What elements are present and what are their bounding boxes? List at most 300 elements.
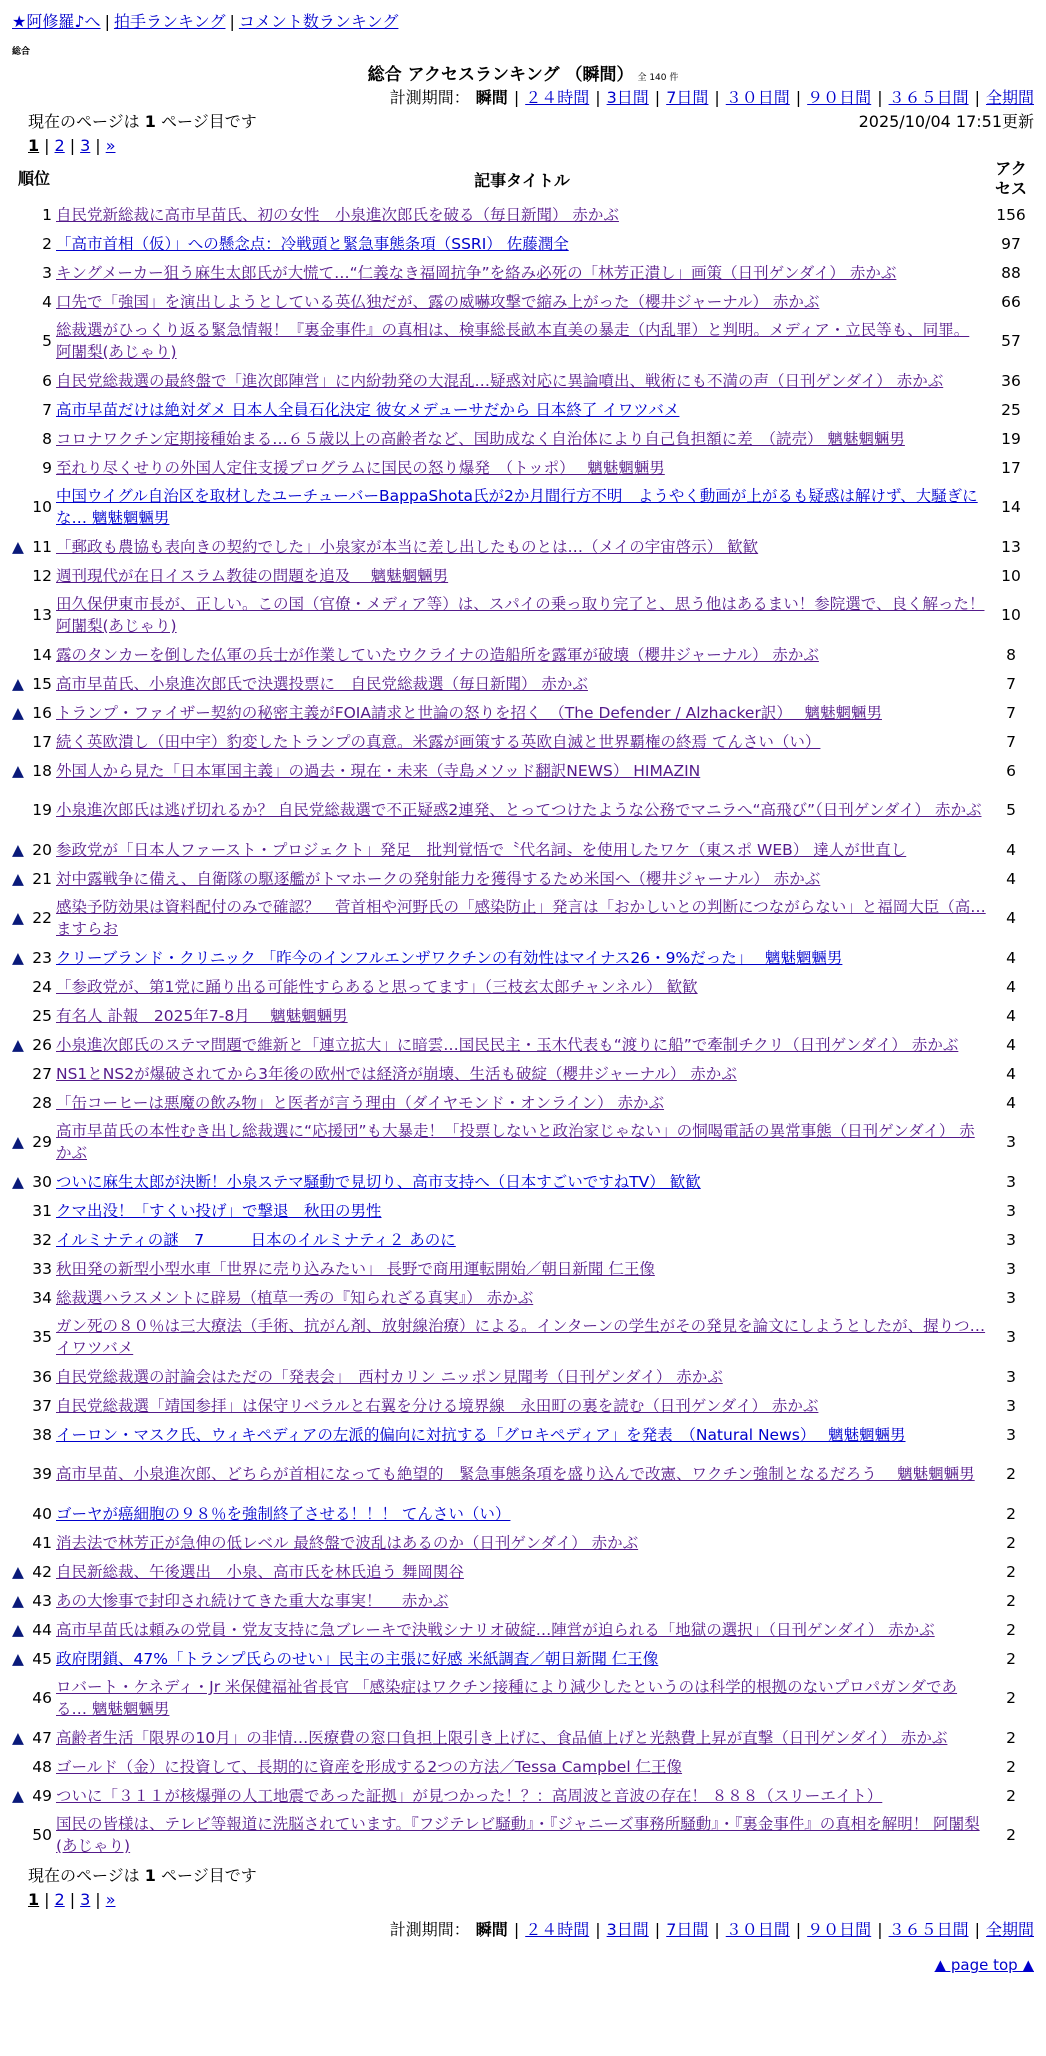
separator: | <box>714 1920 720 1939</box>
rank-cell <box>12 316 56 366</box>
article-link[interactable]: 自民新総裁、午後選出 小泉、高市氏を林氏追う 舞岡関谷 <box>56 1562 464 1581</box>
rank-cell <box>12 1088 56 1117</box>
title-cell <box>56 1644 988 1673</box>
rank-up-icon: ▲ <box>12 1728 24 1747</box>
rank-number: 21 <box>32 869 52 888</box>
rank-cell <box>12 1059 56 1088</box>
separator: | <box>654 88 661 107</box>
access-count: 2 <box>1006 1533 1016 1552</box>
access-count: 2 <box>1006 1728 1016 1747</box>
article-link[interactable]: 高市早苗、小泉進次郎、どちらが首相になっても絶望的 緊急事態条項を盛り込んで改憲、ワクチン強制となるだろう 魑魅魍魎男 <box>56 1465 975 1483</box>
article-link[interactable]: 自民党総裁選の最終盤で「進次郎陣営」に内紛勃発の大混乱…疑惑対応に異論噴出、戦術にも不満の声（日刊ゲンダイ） 赤かぶ <box>56 371 944 390</box>
rank-number: 9 <box>42 458 52 477</box>
rank-up-icon: ▲ <box>12 674 24 693</box>
article-link[interactable]: 高齢者生活「限界の10月」の非情…医療費の窓口負担上限引き上げに、食品値上げと光熱費上昇が直撃（日刊ゲンダイ） 赤かぶ <box>56 1728 948 1747</box>
table-row <box>12 287 1034 316</box>
title-cell <box>56 395 988 424</box>
rank-up-icon: ▲ <box>12 1649 24 1668</box>
rank-cell <box>12 1030 56 1059</box>
period-link[interactable]: 3日間 <box>606 88 649 107</box>
table-row <box>12 1557 1034 1586</box>
article-link[interactable]: コロナワクチン定期接種始まる…６５歳以上の高齢者など、国助成なく自治体により自己負担額に差 （読売） 魑魅魍魎男 <box>56 429 905 448</box>
title-cell <box>56 1391 988 1420</box>
pager-link[interactable]: 2 <box>54 1890 65 1909</box>
access-count: 6 <box>1006 761 1016 780</box>
article-link[interactable]: イーロン・マスク氏、ウィキペディアの左派的偏向に対抗する「グロキペディア」を発表 （Natural News） 魑魅魍魎男 <box>56 1425 906 1444</box>
access-count: 2 <box>1006 1689 1016 1707</box>
pager-current: 1 <box>28 136 40 155</box>
rank-number: 26 <box>32 1035 52 1054</box>
rank-number: 44 <box>32 1620 52 1639</box>
article-link[interactable]: 総裁選がひっくり返る緊急情報！『裏金事件』の真相は、検事総長畝本直美の暴走（内乱罪）と判明。メディア・立民等も、同罪。 阿闍梨(あじゃり) <box>56 321 970 361</box>
table-header-row <box>12 158 1034 200</box>
table-row <box>12 1196 1034 1225</box>
rank-number: 50 <box>32 1826 52 1844</box>
rank-number: 48 <box>32 1757 52 1776</box>
page-info-suffix: ページ目です <box>161 1866 257 1885</box>
article-link[interactable]: キングメーカー狙う麻生太郎氏が大慌て…“仁義なき福岡抗争”を絡み必死の「林芳正潰し」画策（日刊ゲンダイ） 赤かぶ <box>56 263 897 282</box>
rank-number: 46 <box>32 1689 52 1707</box>
title-cell <box>56 1752 988 1781</box>
article-link[interactable]: 「参政党が、第1党に踊り出る可能性すらあると思ってます」（三枝玄太郎チャンネル） 歓歓 <box>56 977 698 996</box>
rank-cell <box>12 287 56 316</box>
ranking-title: 総合 アクセスランキング （瞬間） <box>367 65 634 85</box>
period-bar-bottom <box>12 1918 1034 1942</box>
access-count: 4 <box>1006 840 1016 859</box>
article-link[interactable]: 口先で「強国」を演出しようとしている英仏独だが、露の威嚇攻撃で縮み上がった（櫻井ジャーナル） 赤かぶ <box>56 292 820 311</box>
rank-header: 順位 <box>17 169 50 188</box>
period-link[interactable]: ９０日間 <box>807 1920 872 1939</box>
article-link[interactable]: 続く英欧潰し（田中宇）豹変したトランプの真意。米露が画策する英欧自滅と世界覇権の終焉 てんさい（い） <box>56 732 821 751</box>
separator: | <box>513 1920 520 1939</box>
table-row <box>12 785 1034 835</box>
table-row <box>12 1167 1034 1196</box>
title-cell <box>56 1196 988 1225</box>
article-link[interactable]: 有名人 訃報 2025年7-8月 魑魅魍魎男 <box>56 1006 348 1025</box>
rank-number: 38 <box>32 1425 52 1444</box>
separator: | <box>595 1920 601 1939</box>
table-row <box>12 1723 1034 1752</box>
article-link[interactable]: 週刊現代が在日イスラム教徒の問題を追及 魑魅魍魎男 <box>56 566 449 585</box>
article-link[interactable]: 感染予防効果は資料配付のみで確認？ 菅首相や河野氏の「感染防止」発言は「おかしいとの判断につながらない」と福岡大臣（高… ますらお <box>56 898 986 938</box>
rank-cell <box>12 1362 56 1391</box>
rank-up-icon: ▲ <box>12 869 24 888</box>
access-count: 2 <box>1006 1465 1016 1483</box>
article-link[interactable]: 小泉進次郎氏のステマ問題で維新と「連立拡大」に暗雲…国民民主・玉木代表も“渡りに船”で牽制チクリ（日刊ゲンダイ） 赤かぶ <box>56 1035 959 1054</box>
article-link[interactable]: トランプ・ファイザー契約の秘密主義がFOIA請求と世論の怒りを招く （The Defender / Alzhacker訳） 魑魅魍魎男 <box>56 703 882 722</box>
period-bar-top <box>12 86 1034 110</box>
period-link[interactable]: ３６５日間 <box>888 1920 969 1939</box>
page-info-number: 1 <box>144 1866 156 1885</box>
rank-number: 19 <box>32 801 52 819</box>
table-row <box>12 1283 1034 1312</box>
table-row <box>12 200 1034 229</box>
separator: | <box>795 1920 802 1939</box>
page-top-row <box>12 1956 1034 1974</box>
article-link[interactable]: あの大惨事で封印され続けてきた重大な事実！ 赤かぶ <box>56 1591 449 1610</box>
access-count: 3 <box>1006 1425 1016 1444</box>
period-label: 計測期間： <box>389 1920 470 1939</box>
article-link[interactable]: 消去法で林芳正が急伸の低レベル 最終盤で波乱はあるのか（日刊ゲンダイ） 赤かぶ <box>56 1533 639 1552</box>
table-row <box>12 1030 1034 1059</box>
rank-number: 16 <box>32 703 52 722</box>
rank-number: 32 <box>32 1230 52 1249</box>
table-row <box>12 1420 1034 1449</box>
period-link[interactable]: 3日間 <box>606 1920 649 1939</box>
rank-cell <box>12 1781 56 1810</box>
article-link[interactable]: クリーブランド・クリニック 「昨今のインフルエンザワクチンの有効性はマイナス26・9%だった」 魑魅魍魎男 <box>56 948 843 967</box>
rank-cell <box>12 835 56 864</box>
article-link[interactable]: 高市早苗氏は頼みの党員・党友支持に急ブレーキで決戦シナリオ破綻…陣営が迫られる「地獄の選択」（日刊ゲンダイ） 赤かぶ <box>56 1620 935 1639</box>
rank-up-icon: ▲ <box>12 840 24 859</box>
rank-up-icon: ▲ <box>12 1172 24 1191</box>
separator: | <box>95 1890 101 1909</box>
title-cell <box>56 1117 988 1167</box>
ranking-title-row <box>12 64 1034 86</box>
title-cell <box>56 1088 988 1117</box>
title-cell <box>56 972 988 1001</box>
pager-next-link[interactable]: » <box>105 136 116 155</box>
access-count: 8 <box>1006 645 1016 664</box>
total-count: 全 140 件 <box>637 73 679 83</box>
rank-cell <box>12 1557 56 1586</box>
table-row <box>12 1752 1034 1781</box>
rank-number: 22 <box>32 909 52 927</box>
access-count: 10 <box>1001 606 1021 624</box>
rank-number: 31 <box>32 1201 52 1220</box>
table-row <box>12 1673 1034 1723</box>
separator: | <box>44 1890 50 1909</box>
article-link[interactable]: 自民党総裁選の討論会はただの「発表会」 西村カリン ニッポン見聞考（日刊ゲンダイ） 赤かぶ <box>56 1367 723 1386</box>
access-count: 4 <box>1006 869 1016 888</box>
pager-next-link[interactable]: » <box>105 1890 116 1909</box>
rank-cell <box>12 532 56 561</box>
period-link[interactable]: 7日間 <box>666 88 709 107</box>
period-link[interactable]: 7日間 <box>666 1920 709 1939</box>
period-link[interactable]: ３６５日間 <box>888 88 969 107</box>
table-row <box>12 1810 1034 1860</box>
table-row <box>12 561 1034 590</box>
access-count: 10 <box>1001 566 1021 585</box>
separator: | <box>974 1920 980 1939</box>
article-link[interactable]: 自民党総裁選「靖国参拝」は保守リベラルと右翼を分ける境界線 永田町の裏を読む（日刊ゲンダイ） 赤かぶ <box>56 1396 819 1415</box>
article-link[interactable]: イルミナティの謎 7 日本のイルミナティ２ あのに <box>56 1230 456 1249</box>
rank-cell <box>12 1528 56 1557</box>
table-row <box>12 590 1034 640</box>
rank-cell <box>12 893 56 943</box>
rank-up-icon: ▲ <box>12 703 24 722</box>
article-link[interactable]: 「郵政も農協も表向きの契約でした」小泉家が本当に差し出したものとは…（メイの宇宙啓示） 歓歓 <box>56 537 759 556</box>
access-count: 3 <box>1006 1367 1016 1386</box>
title-cell <box>56 785 988 835</box>
period-link[interactable]: 全期間 <box>985 1920 1034 1939</box>
title-cell <box>56 287 988 316</box>
title-cell <box>56 1059 988 1088</box>
home-link[interactable]: ★阿修羅♪へ <box>12 12 101 31</box>
pager-top <box>12 134 1034 158</box>
rank-number: 34 <box>32 1288 52 1307</box>
access-count: 13 <box>1001 537 1021 556</box>
title-cell <box>56 1283 988 1312</box>
title-cell <box>56 727 988 756</box>
table-row <box>12 972 1034 1001</box>
rank-up-icon: ▲ <box>12 909 24 927</box>
rank-number: 17 <box>32 732 52 751</box>
article-link[interactable]: ついに「３１１が核爆弾の人工地震であった証拠」が見つかった！？：高周波と音波の存在！ ８８８（スリーエイト） <box>56 1786 883 1805</box>
table-row <box>12 756 1034 785</box>
article-link[interactable]: 対中露戦争に備え、自衛隊の駆逐艦がトマホークの発射能力を獲得するため米国へ（櫻井ジャーナル） 赤かぶ <box>56 869 821 888</box>
table-row <box>12 640 1034 669</box>
separator: | <box>513 88 520 107</box>
pager-link[interactable]: 2 <box>54 136 65 155</box>
title-cell <box>56 424 988 453</box>
table-row <box>12 835 1034 864</box>
article-link[interactable]: 自民党新総裁に高市早苗氏、初の女性 小泉進次郎氏を破る（毎日新聞） 赤かぶ <box>56 205 619 224</box>
count-header: アクセス <box>994 159 1027 198</box>
comment-ranking-link[interactable]: コメント数ランキング <box>238 12 399 31</box>
table-row <box>12 727 1034 756</box>
pager-current: 1 <box>28 1890 40 1909</box>
rank-cell <box>12 640 56 669</box>
rank-up-icon: ▲ <box>12 1035 24 1054</box>
section-label: 総合 <box>12 47 31 57</box>
period-link[interactable]: ２４時間 <box>525 1920 590 1939</box>
access-count: 2 <box>1006 1826 1016 1844</box>
rank-up-icon: ▲ <box>12 1620 24 1639</box>
separator: | <box>229 12 235 31</box>
title-cell <box>56 1001 988 1030</box>
title-cell <box>56 1499 988 1528</box>
rank-cell <box>12 395 56 424</box>
table-row <box>12 453 1034 482</box>
article-link[interactable]: 参政党が「日本人ファースト・プロジェクト」発足 批判覚悟で〝代名詞〟を使用したワケ（東スポ WEB） 達人が世直し <box>56 840 907 859</box>
separator: | <box>44 136 50 155</box>
table-row <box>12 366 1034 395</box>
rank-cell <box>12 1225 56 1254</box>
title-cell <box>56 590 988 640</box>
rank-number: 4 <box>42 292 52 311</box>
title-cell <box>56 482 988 532</box>
access-count: 3 <box>1006 1328 1016 1346</box>
title-cell <box>56 1723 988 1752</box>
page-info-line <box>12 110 1034 134</box>
table-row <box>12 1586 1034 1615</box>
period-link[interactable]: ２４時間 <box>525 88 590 107</box>
access-count: 3 <box>1006 1133 1016 1151</box>
period-link[interactable]: ９０日間 <box>807 88 872 107</box>
table-row <box>12 1528 1034 1557</box>
pager-link[interactable]: 3 <box>80 1890 91 1909</box>
article-link[interactable]: 高市早苗だけは絶対ダメ 日本人全員石化決定 彼女メデューサだから 日本終了 イワツバメ <box>56 400 680 419</box>
table-row <box>12 1312 1034 1362</box>
rank-cell <box>12 1723 56 1752</box>
title-cell <box>56 366 988 395</box>
article-link[interactable]: 中国ウイグル自治区を取材したユーチューバーBappaShota氏が2か月間行方不明 ようやく動画が上がるも疑惑は解けず、大騒ぎにな… 魑魅魍魎男 <box>56 487 978 527</box>
updated-timestamp: 2025/10/04 17:51更新 <box>858 112 1034 131</box>
table-row <box>12 943 1034 972</box>
title-cell <box>56 1781 988 1810</box>
table-row <box>12 424 1034 453</box>
rank-number: 41 <box>32 1533 52 1552</box>
rank-cell <box>12 698 56 727</box>
article-link[interactable]: 高市早苗氏の本性むき出し総裁選に“応援団”も大暴走！「投票しないと政治家じゃない」の恫喝電話の異常事態（日刊ゲンダイ） 赤かぶ <box>56 1122 975 1162</box>
title-cell <box>56 316 988 366</box>
article-link[interactable]: 「缶コーヒーは悪魔の飲み物」と医者が言う理由（ダイヤモンド・オンライン） 赤かぶ <box>56 1093 665 1112</box>
article-link[interactable]: ゴールド（金）に投資して、長期的に資産を形成する2つの方法／Tessa Campbel 仁王像 <box>56 1757 683 1776</box>
article-link[interactable]: 政府閉鎖、47%「トランプ氏らのせい」民主の主張に好感 米紙調査／朝日新聞 仁王像 <box>56 1649 659 1668</box>
rank-cell <box>12 424 56 453</box>
title-cell <box>56 1810 988 1860</box>
access-count: 88 <box>1001 263 1021 282</box>
table-row <box>12 258 1034 287</box>
top-nav <box>12 10 1034 34</box>
rank-cell <box>12 1810 56 1860</box>
article-link[interactable]: 国民の皆様は、テレビ等報道に洗脳されています。『フジテレビ騒動』・『ジャニーズ事務所騒動』・『裏金事件』の真相を解明！ 阿闍梨(あじゃり) <box>56 1815 980 1855</box>
title-cell <box>56 229 988 258</box>
rank-cell <box>12 864 56 893</box>
table-row <box>12 482 1034 532</box>
access-count: 3 <box>1006 1201 1016 1220</box>
access-count: 7 <box>1006 703 1016 722</box>
rank-cell <box>12 1117 56 1167</box>
article-link[interactable]: 「高市首相（仮）」への懸念点：冷戦頭と緊急事態条項（SSRI） 佐藤潤全 <box>56 234 569 253</box>
article-link[interactable]: ガン死の８０％は三大療法（手術、抗がん剤、放射線治療）による。インターンの学生がその発見を論文にしようとしたが、握りつ… イワツバメ <box>56 1317 986 1357</box>
rank-cell <box>12 453 56 482</box>
access-count: 3 <box>1006 1172 1016 1191</box>
separator: | <box>69 136 76 155</box>
title-cell <box>56 864 988 893</box>
clap-ranking-link[interactable]: 拍手ランキング <box>113 12 226 31</box>
rank-number: 43 <box>32 1591 52 1610</box>
access-count: 2 <box>1006 1757 1016 1776</box>
access-count: 4 <box>1006 1093 1016 1112</box>
title-cell <box>56 1586 988 1615</box>
period-link[interactable]: ３０日間 <box>725 1920 790 1939</box>
title-cell <box>56 1528 988 1557</box>
article-link[interactable]: 外国人から見た「日本軍国主義」の過去・現在・未来（寺島メソッド翻訳NEWS） HIMAZIN <box>56 761 701 780</box>
rank-number: 1 <box>42 205 52 224</box>
table-row <box>12 229 1034 258</box>
table-row <box>12 395 1034 424</box>
period-link[interactable]: 全期間 <box>985 88 1034 107</box>
page-info-line-bottom <box>12 1864 1034 1888</box>
rank-up-icon: ▲ <box>12 1591 24 1610</box>
period-link[interactable]: ３０日間 <box>725 88 790 107</box>
access-count: 4 <box>1006 1006 1016 1025</box>
title-cell <box>56 893 988 943</box>
title-cell <box>56 1673 988 1723</box>
rank-cell <box>12 1673 56 1723</box>
article-link[interactable]: 至れり尽くせりの外国人定住支援プログラムに国民の怒り爆発 （トッポ） 魑魅魍魎男 <box>56 458 665 477</box>
article-link[interactable]: 露のタンカーを倒した仏軍の兵士が作業していたウクライナの造船所を露軍が破壊（櫻井ジャーナル） 赤かぶ <box>56 645 819 664</box>
access-count: 2 <box>1006 1591 1016 1610</box>
access-count: 2 <box>1006 1649 1016 1668</box>
article-link[interactable]: 総裁選ハラスメントに辟易（植草一秀の『知られざる真実』） 赤かぶ <box>56 1288 534 1307</box>
article-link[interactable]: クマ出没！「すくい投げ」で撃退 秋田の男性 <box>56 1201 382 1220</box>
access-count: 57 <box>1001 332 1021 350</box>
separator: | <box>104 12 110 31</box>
rank-number: 35 <box>32 1328 52 1346</box>
rank-number: 36 <box>32 1367 52 1386</box>
article-link[interactable]: 小泉進次郎氏は逃げ切れるか？ 自民党総裁選で不正疑惑2連発、とってつけたような公務でマニラへ“高飛び”（日刊ゲンダイ） 赤かぶ <box>56 801 982 819</box>
article-link[interactable]: ついに麻生太郎が決断！小泉ステマ騒動で見切り、高市支持へ（日本すごいですねTV） 歓歓 <box>56 1172 701 1191</box>
access-count: 7 <box>1006 674 1016 693</box>
table-row <box>12 1781 1034 1810</box>
rank-cell <box>12 200 56 229</box>
access-count: 25 <box>1001 400 1021 419</box>
access-count: 36 <box>1001 371 1021 390</box>
rank-cell <box>12 1196 56 1225</box>
article-link[interactable]: ゴーヤが癌細胞の９８％を強制終了させる！！！ てんさい（い） <box>56 1504 511 1523</box>
separator: | <box>877 88 883 107</box>
rank-number: 27 <box>32 1064 52 1083</box>
table-row <box>12 1362 1034 1391</box>
title-cell <box>56 1254 988 1283</box>
page-info-prefix: 現在のページは <box>28 1866 140 1885</box>
title-cell <box>56 698 988 727</box>
access-count: 3 <box>1006 1230 1016 1249</box>
rank-cell <box>12 366 56 395</box>
rank-cell <box>12 972 56 1001</box>
rank-number: 10 <box>32 498 52 516</box>
rank-cell <box>12 1167 56 1196</box>
rank-number: 47 <box>32 1728 52 1747</box>
rank-cell <box>12 1001 56 1030</box>
title-cell <box>56 1420 988 1449</box>
article-link[interactable]: 田久保伊東市長が、正しい。この国（官僚・メディア等）は、スパイの乗っ取り完了と、思う他はあるまい！参院選で、良く解った！ 阿闍梨(あじゃり) <box>56 595 985 635</box>
access-count: 2 <box>1006 1562 1016 1581</box>
table-row <box>12 532 1034 561</box>
separator: | <box>595 88 601 107</box>
rank-number: 23 <box>32 948 52 967</box>
table-row <box>12 864 1034 893</box>
separator: | <box>795 88 802 107</box>
table-row <box>12 669 1034 698</box>
rank-cell <box>12 756 56 785</box>
title-cell <box>56 640 988 669</box>
rank-cell <box>12 943 56 972</box>
rank-number: 29 <box>32 1133 52 1151</box>
title-cell <box>56 561 988 590</box>
title-header: 記事タイトル <box>474 170 570 190</box>
rank-cell <box>12 1615 56 1644</box>
rank-number: 3 <box>42 263 52 282</box>
table-row <box>12 698 1034 727</box>
access-count: 4 <box>1006 977 1016 996</box>
access-count: 66 <box>1001 292 1021 311</box>
rank-number: 7 <box>42 400 52 419</box>
rank-number: 18 <box>32 761 52 780</box>
title-cell <box>56 453 988 482</box>
article-link[interactable]: 高市早苗氏、小泉進次郎氏で決選投票に 自民党総裁選（毎日新聞） 赤かぶ <box>56 674 588 693</box>
separator: | <box>654 1920 661 1939</box>
title-cell <box>56 669 988 698</box>
article-link[interactable]: ロバート・ケネディ・Jr 米保健福祉省長官 「感染症はワクチン接種により減少したというのは科学的根拠のないプロパガンダである… 魑魅魍魎男 <box>56 1678 958 1718</box>
pager-link[interactable]: 3 <box>80 136 91 155</box>
rank-cell <box>12 727 56 756</box>
access-count: 3 <box>1006 1396 1016 1415</box>
rank-number: 11 <box>32 537 52 556</box>
page-top-link[interactable]: ▲ page top ▲ <box>934 1956 1034 1974</box>
article-link[interactable]: NS1とNS2が爆破されてから3年後の欧州では経済が崩壊、生活も破綻（櫻井ジャーナル） 赤かぶ <box>56 1064 737 1083</box>
period-current: 瞬間 <box>475 88 508 107</box>
title-cell <box>56 1167 988 1196</box>
rank-cell <box>12 1420 56 1449</box>
rank-up-icon: ▲ <box>12 1133 24 1151</box>
table-row <box>12 316 1034 366</box>
article-link[interactable]: 秋田発の新型小型水車「世界に売り込みたい」 長野で商用運転開始／朝日新聞 仁王像 <box>56 1259 655 1278</box>
rank-number: 5 <box>42 332 52 350</box>
